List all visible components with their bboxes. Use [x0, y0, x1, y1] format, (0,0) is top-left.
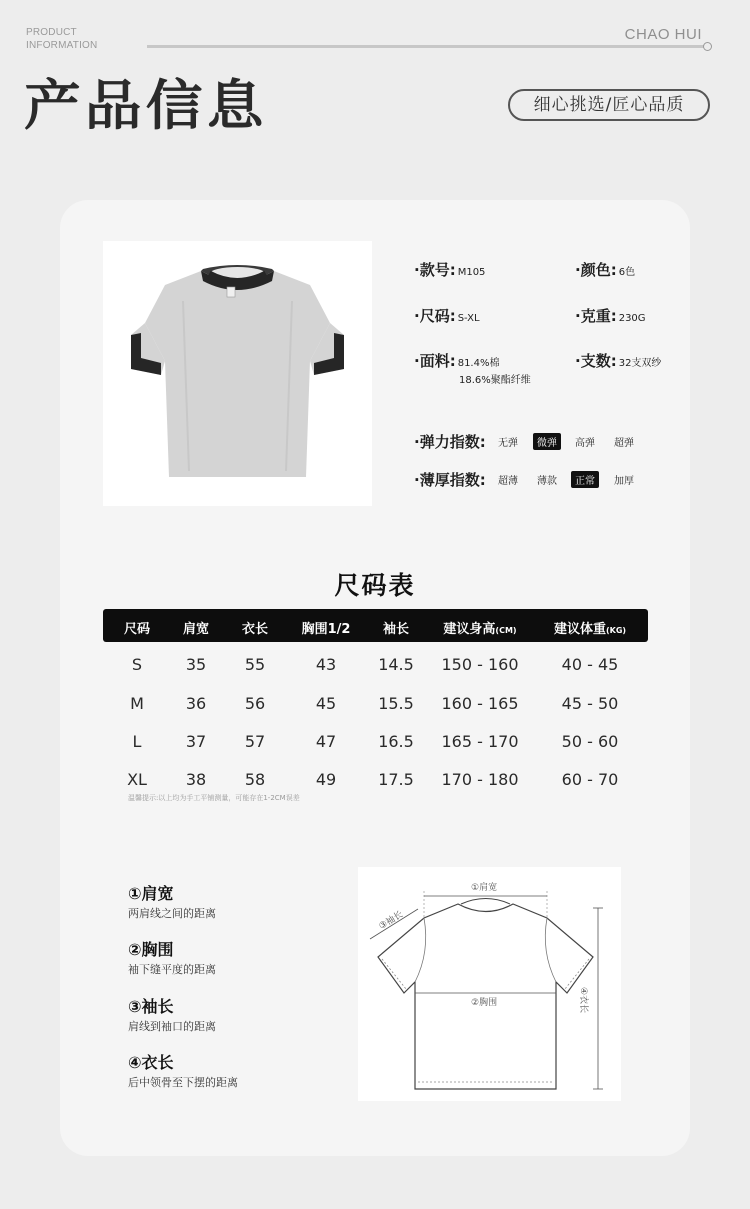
thickness-option-thin: 薄款 — [537, 476, 557, 487]
spec-yarn — [575, 350, 661, 371]
spec-weight — [575, 305, 646, 326]
table-cell-weight: 45 - 50 — [561, 694, 619, 713]
table-cell-size: M — [130, 694, 144, 713]
label-line-2: INFORMATION — [26, 40, 98, 51]
spec-fabric-value-2: 18.6%聚酯纤维 — [459, 375, 531, 386]
table-cell-weight: 50 - 60 — [561, 732, 619, 751]
elasticity-label: ·弹力指数: — [414, 433, 486, 451]
table-cell-chest: 47 — [315, 732, 337, 751]
table-cell-height: 150 - 160 — [441, 655, 519, 674]
header-divider — [147, 45, 707, 48]
header-chest: 胸围1/2 — [301, 622, 351, 637]
measure-desc-shoulder: 两肩线之间的距离 — [128, 907, 216, 920]
spec-style-no-label: ·款号: — [414, 261, 456, 279]
size-table-title: 尺码表 — [334, 571, 416, 600]
spec-yarn-label: ·支数: — [575, 352, 617, 370]
table-cell-height: 165 - 170 — [441, 732, 519, 751]
brand-name: CHAO HUI — [624, 26, 702, 43]
tshirt-outline-diagram — [358, 867, 621, 1101]
spec-yarn-value: 32支双纱 — [618, 358, 662, 369]
table-cell-chest: 49 — [315, 770, 337, 789]
table-cell-shoulder: 36 — [185, 694, 207, 713]
section-label — [26, 26, 97, 52]
header-height — [443, 618, 516, 637]
measure-desc-chest: 袖下缝平度的距离 — [128, 963, 216, 976]
header-weight-text: 建议体重 — [553, 622, 606, 637]
diagram-label-sleeve: ③袖长 — [377, 909, 406, 933]
table-cell-length: 58 — [244, 770, 266, 789]
thickness-option-normal: 正常 — [571, 471, 599, 488]
header-shoulder: 肩宽 — [182, 622, 210, 637]
table-cell-shoulder: 35 — [185, 655, 207, 674]
page-title: 产品信息 — [24, 74, 268, 137]
spec-sizes-value: S-XL — [457, 313, 480, 324]
header-height-unit: (CM) — [495, 626, 517, 635]
spec-style-no-value: M105 — [457, 267, 486, 278]
measure-desc-length: 后中领骨至下摆的距离 — [128, 1076, 238, 1089]
spec-colors-value: 6色 — [618, 267, 636, 278]
measure-title-chest: ②胸围 — [128, 940, 174, 959]
table-cell-sleeve: 14.5 — [378, 655, 414, 674]
elasticity-option-none: 无弹 — [498, 438, 518, 449]
table-cell-length: 55 — [244, 655, 266, 674]
spec-sizes-label: ·尺码: — [414, 307, 456, 325]
header-sleeve: 袖长 — [382, 622, 410, 637]
thickness-label: ·薄厚指数: — [414, 471, 486, 489]
table-cell-length: 57 — [244, 732, 266, 751]
elasticity-option-super: 超弹 — [614, 438, 634, 449]
header-length: 衣长 — [241, 622, 269, 637]
table-cell-shoulder: 38 — [185, 770, 207, 789]
table-cell-size: S — [131, 655, 143, 674]
table-cell-size: L — [132, 732, 142, 751]
diagram-label-shoulder: ①肩宽 — [471, 883, 498, 893]
diagram-label-length: ④衣长 — [578, 987, 588, 1014]
measure-title-length: ④衣长 — [128, 1053, 174, 1072]
measure-desc-sleeve: 肩线到袖口的距离 — [128, 1020, 216, 1033]
spec-fabric-label: ·面料: — [414, 352, 456, 370]
table-cell-size: XL — [127, 770, 147, 789]
table-cell-chest: 43 — [315, 655, 337, 674]
table-cell-length: 56 — [244, 694, 266, 713]
table-cell-height: 170 - 180 — [441, 770, 519, 789]
table-cell-shoulder: 37 — [185, 732, 207, 751]
table-cell-sleeve: 17.5 — [378, 770, 414, 789]
spec-fabric — [414, 350, 499, 371]
spec-style-no — [414, 259, 485, 280]
product-photo — [103, 241, 372, 506]
table-cell-weight: 40 - 45 — [561, 655, 619, 674]
label-line-1: PRODUCT — [26, 27, 77, 38]
spec-fabric-value: 81.4%棉 — [457, 358, 500, 369]
spec-colors-label: ·颜色: — [575, 261, 617, 279]
diagram-label-chest: ②胸围 — [471, 998, 498, 1008]
header-size: 尺码 — [123, 622, 151, 637]
thickness-option-ultrathin: 超薄 — [498, 476, 518, 487]
table-cell-weight: 60 - 70 — [561, 770, 619, 789]
header-height-text: 建议身高 — [443, 622, 496, 637]
spec-weight-value: 230G — [618, 313, 646, 324]
elasticity-option-high: 高弹 — [575, 438, 595, 449]
header-weight — [554, 618, 626, 637]
table-note: 温馨提示:以上均为手工平铺测量，可能存在1-2CM误差 — [128, 794, 300, 802]
measure-title-sleeve: ③袖长 — [128, 997, 174, 1016]
table-cell-sleeve: 15.5 — [378, 694, 414, 713]
slogan-badge: 细心挑选/匠心品质 — [508, 89, 710, 121]
spec-colors — [575, 259, 635, 280]
header-weight-unit: (KG) — [605, 626, 627, 635]
table-cell-height: 160 - 165 — [441, 694, 519, 713]
elasticity-option-slight: 微弹 — [533, 433, 561, 450]
spec-weight-label: ·克重: — [575, 307, 617, 325]
table-cell-chest: 45 — [315, 694, 337, 713]
measure-title-shoulder: ①肩宽 — [128, 884, 174, 903]
spec-sizes — [414, 305, 480, 326]
divider-dot-icon — [703, 42, 712, 51]
thickness-option-thick: 加厚 — [614, 476, 634, 487]
tshirt-illustration — [103, 241, 372, 506]
table-cell-sleeve: 16.5 — [378, 732, 414, 751]
measurement-diagram — [358, 867, 621, 1101]
size-table-header — [103, 609, 648, 642]
